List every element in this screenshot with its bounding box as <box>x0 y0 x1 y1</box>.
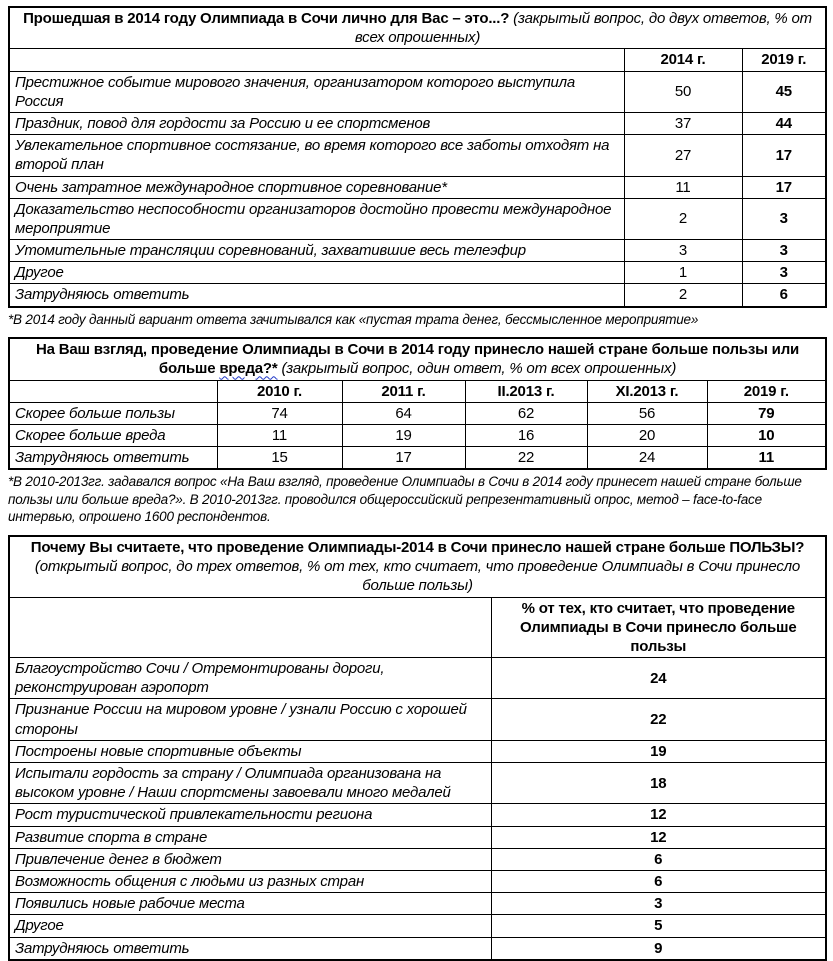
value-2019: 10 <box>707 424 826 446</box>
table-row <box>9 135 826 176</box>
value-2011: 19 <box>342 424 465 446</box>
table-row <box>9 763 826 804</box>
table2-title-question: На Ваш взгляд, проведение Олимпиады в Сочи в 2014 году принесло нашей стране больше пользы или больше <box>35 341 800 378</box>
value-2014: 11 <box>624 176 742 198</box>
row-label: Престижное событие мирового значения, организатором которого выступила Россия <box>9 71 624 112</box>
value-2014: 1 <box>624 262 742 284</box>
value-2019: 6 <box>742 284 826 307</box>
table3-title-question: Почему Вы считаете, что проведение Олимпиады-2014 в Сочи принесло нашей стране больше ПОЛЬЗЫ? <box>30 538 805 556</box>
value-xi2013: 56 <box>587 402 707 424</box>
table-row <box>9 658 826 699</box>
table-row <box>9 262 826 284</box>
value-2014: 50 <box>624 71 742 112</box>
header-2014: 2014 г. <box>624 49 742 71</box>
table-row <box>9 804 826 826</box>
table1-title-note: (закрытый вопрос, до двух ответов, % от всех опрошенных) <box>354 10 812 47</box>
table-row <box>9 937 826 960</box>
row-label: Развитие спорта в стране <box>9 826 491 848</box>
row-label: Праздник, повод для гордости за Россию и ее спортсменов <box>9 112 624 134</box>
header-ii2013: II.2013 г. <box>465 380 587 402</box>
table-row <box>9 424 826 446</box>
table1-title <box>9 7 826 49</box>
value-2019: 17 <box>742 135 826 176</box>
row-label: Скорее больше вреда <box>9 424 217 446</box>
row-label: Появились новые рабочие места <box>9 893 491 915</box>
table-row <box>9 893 826 915</box>
header-2019: 2019 г. <box>707 380 826 402</box>
table-header-row <box>9 597 826 658</box>
table-header-row <box>9 49 826 71</box>
row-value: 19 <box>491 740 826 762</box>
value-2010: 74 <box>217 402 342 424</box>
header-empty-cell <box>9 597 491 658</box>
value-2019: 17 <box>742 176 826 198</box>
value-2014: 27 <box>624 135 742 176</box>
row-label: Благоустройство Сочи / Отремонтированы дороги, реконструирован аэропорт <box>9 658 491 699</box>
value-2014: 2 <box>624 284 742 307</box>
value-2010: 11 <box>217 424 342 446</box>
table2-title-note: (закрытый вопрос, один ответ, % от всех опрошенных) <box>277 360 677 378</box>
table3-title-note: (открытый вопрос, до трех ответов, % от тех, кто считает, что проведение Олимпиады в Сочи принесло больше пользы) <box>34 558 801 595</box>
row-value: 3 <box>491 893 826 915</box>
row-label: Доказательство неспособности организаторов достойно провести международное мероприятие <box>9 198 624 239</box>
row-label: Другое <box>9 915 491 937</box>
table-title-row <box>9 536 826 597</box>
row-label: Скорее больше пользы <box>9 402 217 424</box>
header-2019: 2019 г. <box>742 49 826 71</box>
value-ii2013: 16 <box>465 424 587 446</box>
table-row <box>9 699 826 740</box>
table-row <box>9 870 826 892</box>
value-2011: 64 <box>342 402 465 424</box>
value-2011: 17 <box>342 447 465 470</box>
table2-title <box>9 338 826 380</box>
table-row <box>9 915 826 937</box>
header-xi2013: XI.2013 г. <box>587 380 707 402</box>
row-value: 12 <box>491 804 826 826</box>
value-2019: 3 <box>742 240 826 262</box>
table-row <box>9 740 826 762</box>
header-percent-of-benefit-believers: % от тех, кто считает, что проведение Олимпиады в Сочи принесло больше пользы <box>491 597 826 658</box>
row-value: 24 <box>491 658 826 699</box>
row-value: 12 <box>491 826 826 848</box>
row-value: 18 <box>491 763 826 804</box>
row-value: 9 <box>491 937 826 960</box>
value-2019: 3 <box>742 262 826 284</box>
value-2019: 3 <box>742 198 826 239</box>
value-ii2013: 22 <box>465 447 587 470</box>
value-2010: 15 <box>217 447 342 470</box>
row-label: Рост туристической привлекательности региона <box>9 804 491 826</box>
value-2014: 2 <box>624 198 742 239</box>
table-row <box>9 71 826 112</box>
table-title-row <box>9 338 826 380</box>
row-label: Утомительные трансляции соревнований, захватившие весь телеэфир <box>9 240 624 262</box>
header-empty-cell <box>9 49 624 71</box>
row-label: Затрудняюсь ответить <box>9 447 217 470</box>
row-label: Другое <box>9 262 624 284</box>
header-2010: 2010 г. <box>217 380 342 402</box>
value-2014: 3 <box>624 240 742 262</box>
table-row <box>9 826 826 848</box>
row-label: Увлекательное спортивное состязание, во время которого все заботы отходят на второй план <box>9 135 624 176</box>
row-label: Затрудняюсь ответить <box>9 284 624 307</box>
table2-footnote: *В 2010-2013гг. задавался вопрос «На Ваш взгляд, проведение Олимпиады в Сочи в 2014 году принесет нашей стране больше пользы или больше вреда?». В 2010-2013гг. проводился общероссийский репрезентативный опрос, метод – face-to-face интервью, опрошено 1600 респондентов. <box>8 474 802 525</box>
table-row <box>9 198 826 239</box>
row-label: Привлечение денег в бюджет <box>9 848 491 870</box>
row-value: 22 <box>491 699 826 740</box>
value-2019: 45 <box>742 71 826 112</box>
value-xi2013: 20 <box>587 424 707 446</box>
table-title-row <box>9 7 826 49</box>
table-row <box>9 447 826 470</box>
table-row <box>9 240 826 262</box>
row-value: 5 <box>491 915 826 937</box>
row-label: Построены новые спортивные объекты <box>9 740 491 762</box>
table1-title-question: Прошедшая в 2014 году Олимпиада в Сочи лично для Вас – это...? <box>23 10 510 27</box>
table-olympics-personal-meaning <box>8 6 827 308</box>
table1-footnote: *В 2014 году данный вариант ответа зачитывался как «пустая трата денег, бессмысленное мероприятие» <box>8 311 699 327</box>
row-label: Признание России на мировом уровне / узнали Россию с хорошей стороны <box>9 699 491 740</box>
header-empty-cell <box>9 380 217 402</box>
row-label: Испытали гордость за страну / Олимпиада организована на высоком уровне / Наши спортсмены завоевали много медалей <box>9 763 491 804</box>
value-2019: 79 <box>707 402 826 424</box>
value-ii2013: 62 <box>465 402 587 424</box>
row-label: Очень затратное международное спортивное соревнование* <box>9 176 624 198</box>
table2-title-squiggle-word: вреда?* <box>219 360 278 378</box>
table-row <box>9 112 826 134</box>
table-olympics-benefit-harm <box>8 337 827 470</box>
value-xi2013: 24 <box>587 447 707 470</box>
header-2011: 2011 г. <box>342 380 465 402</box>
row-label: Затрудняюсь ответить <box>9 937 491 960</box>
table-row <box>9 176 826 198</box>
table-benefit-reasons <box>8 535 827 961</box>
value-2014: 37 <box>624 112 742 134</box>
table-row <box>9 284 826 307</box>
value-2019: 11 <box>707 447 826 470</box>
row-label: Возможность общения с людьми из разных стран <box>9 870 491 892</box>
table-row <box>9 848 826 870</box>
table-header-row <box>9 380 826 402</box>
value-2019: 44 <box>742 112 826 134</box>
table3-title <box>9 536 826 597</box>
table-row <box>9 402 826 424</box>
row-value: 6 <box>491 848 826 870</box>
row-value: 6 <box>491 870 826 892</box>
